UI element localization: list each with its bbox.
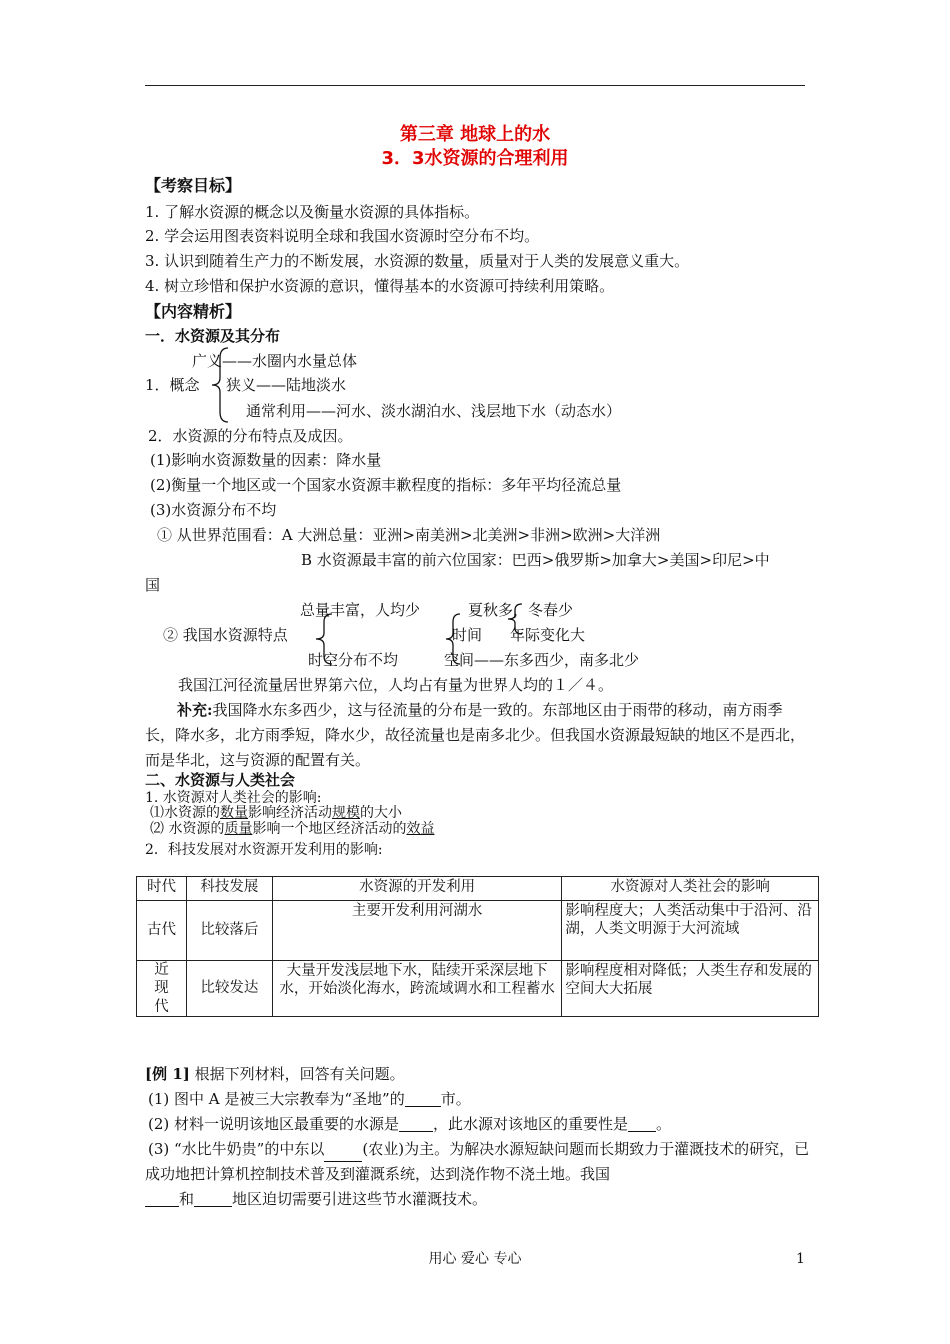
table-cell-era: 近现代 [137,961,187,1017]
tech-impact-table [136,876,819,1017]
china-spacetime: 时空分布不均 [308,651,399,669]
factor-2: (2)衡量一个地区或一个国家水资源丰歉程度的指标：多年平均径流总量 [150,476,622,494]
concept-brace-icon [208,346,230,424]
answer-blank[interactable] [405,1092,441,1107]
section-1-title: 一．水资源及其分布 [145,327,281,345]
impact-2: ⑵ 水资源的质量影响一个地区经济活动的效益 [150,821,435,837]
goal-item: 3. 认识到随着生产力的不断发展，水资源的数量，质量对于人类的发展意义重大。 [145,252,690,270]
goal-item: 4. 树立珍惜和保护水资源的意识，懂得基本的水资源可持续利用策略。 [145,277,615,295]
table-cell-use: 大量开发浅层地下水，陆续开采深层地下水，开始淡化海水，跨流域调水和工程蓄水 [272,961,562,1017]
table-header: 水资源对人类社会的影响 [562,877,819,901]
concept-narrow: 狭义——陆地淡水 [226,376,347,394]
example-1-intro: [例 1] 根据下列材料，回答有关问题。 [145,1065,405,1083]
supplement-label: 补充: [177,701,213,719]
example-q2: (2) 材料一说明该地区最重要的水源是 ，此水源对该地区的重要性是 。 [148,1115,672,1133]
content-heading: 【内容精析】 [145,302,242,321]
supplement-paragraph [145,698,810,773]
world-a: ① 从世界范围看：A 大洲总量：亚洲>南美洲>北美洲>非洲>欧洲>大洋洲 [157,526,661,544]
world-b: B 水资源最丰富的前六位国家：巴西>俄罗斯>加拿大>美国>印尼>中 [301,551,770,569]
river-runoff-line: 我国江河径流量居世界第六位，人均占有量为世界人均的１／４。 [178,676,614,694]
factor-3: (3)水资源分布不均 [150,501,277,519]
goal-item: 1. 了解水资源的概念以及衡量水资源的具体指标。 [145,203,480,221]
header-rule [145,85,805,86]
concept-label: 1．概念 [145,376,200,394]
answer-blank[interactable] [399,1117,433,1132]
table-header: 时代 [137,877,187,901]
goals-heading: 【考察目标】 [145,176,242,195]
chapter-title: 第三章 地球上的水 [399,124,551,145]
table-header-row [137,877,819,901]
time-brace-icon [504,602,524,636]
table-cell-use: 主要开发利用河湖水 [272,901,562,961]
china-time: 时间 [452,626,483,644]
table-row [137,901,819,961]
china-year: 年际变化大 [510,626,586,644]
page-number: 1 [796,1251,805,1267]
china-total: 总量丰富，人均少 [300,601,421,619]
table-header: 水资源的开发利用 [272,877,562,901]
china-space: 空间——东多西少，南多北少 [444,651,640,669]
china-brace-icon [312,612,334,666]
table-cell-impact: 影响程度相对降低；人类生存和发展的空间大大拓展 [562,961,819,1017]
tech-title: 2．科技发展对水资源开发利用的影响: [145,842,383,858]
table-header: 科技发展 [186,877,272,901]
example-q1: (1) 图中 A 是被三大宗教奉为“圣地”的 市。 [148,1090,471,1108]
section-title: 3．3水资源的合理利用 [381,148,569,169]
concept-broad: 广义——水圈内水量总体 [192,352,358,370]
table-cell-era: 古代 [137,901,187,961]
answer-blank[interactable] [628,1117,656,1132]
china-summer: 夏秋多，冬春少 [468,601,574,619]
footer-motto: 用心 爱心 专心 [428,1251,522,1267]
answer-blank[interactable] [145,1192,179,1207]
answer-blank[interactable] [324,1147,362,1162]
table-cell-tech: 比较发达 [186,961,272,1017]
concept-usual: 通常利用——河水、淡水湖泊水、浅层地下水（动态水） [246,402,622,420]
factor-1: (1)影响水资源数量的因素：降水量 [150,451,382,469]
impact-1: ⑴水资源的数量影响经济活动规模的大小 [150,805,402,821]
table-cell-tech: 比较落后 [186,901,272,961]
world-b-continued: 国 [145,576,161,594]
goal-item: 2. 学会运用图表资料说明全球和我国水资源时空分布不均。 [145,227,540,245]
example-q3: (3) “水比牛奶贵”的中东以 (农业)为主。为解决水源短缺问题而长期致力于灌溉技术的研究，已成功地把计算机控制技术普及到灌溉系统，达到浇作物不浇土地。我国 [145,1140,810,1183]
impact-title: 1. 水资源对人类社会的影响: [145,790,322,806]
supplement-text: 我国降水东多西少，这与径流量的分布是一致的。东部地区由于雨带的移动，南方雨季长，降水多，北方雨季短，降水少，故径流量也是南多北少。但我国水资源最短缺的地区不是西北，而是华北，这与资源的配置有关。 [145,701,806,769]
table-row [137,961,819,1017]
table-cell-impact: 影响程度大；人类活动集中于沿河、沿湖，人类文明源于大河流域 [562,901,819,961]
answer-blank[interactable] [194,1192,232,1207]
example-q3-continued: 和 地区迫切需要引进这些节水灌溉技术。 [145,1192,487,1207]
space-time-brace-icon [442,612,462,666]
distribution-title: 2．水资源的分布特点及成因。 [148,427,353,445]
china-label: ② 我国水资源特点 [163,626,288,644]
section-2-title: 二、水资源与人类社会 [145,771,296,789]
